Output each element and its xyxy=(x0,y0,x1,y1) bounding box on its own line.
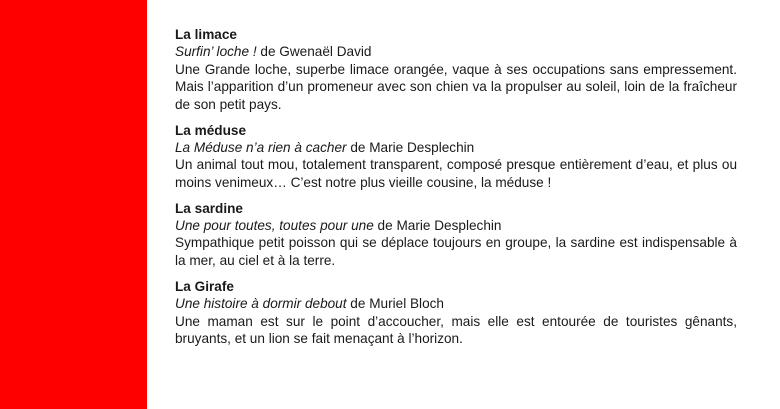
entry-title: La sardine xyxy=(175,200,243,216)
book-title: Surfin’ loche ! xyxy=(175,44,257,60)
book-author: de Marie Desplechin xyxy=(346,139,475,155)
entry-byline xyxy=(175,139,737,156)
book-entry xyxy=(175,122,737,192)
entry-description: Une Grande loche, superbe limace orangée, vaque à ses occupations sans empressement. Mais l’apparition d’un promeneur avec son chien va la propulser au soleil, loin de la fraîcheur de son petit pays. xyxy=(175,61,737,112)
entry-byline xyxy=(175,295,737,312)
entry-byline xyxy=(175,43,737,60)
book-entry xyxy=(175,200,737,270)
red-side-band xyxy=(0,0,147,409)
book-title: La Méduse n’a rien à cacher xyxy=(175,139,347,155)
entry-description: Sympathique petit poisson qui se déplace toujours en groupe, la sardine est indispensable à la mer, au ciel et à la terre. xyxy=(175,235,737,268)
entry-title: La limace xyxy=(175,27,237,42)
book-title: Une histoire à dormir debout xyxy=(175,296,347,312)
entry-title: La Girafe xyxy=(175,278,234,294)
book-author: de Marie Desplechin xyxy=(373,218,502,234)
book-title: Une pour toutes, toutes pour une xyxy=(175,218,374,234)
entry-description: Une maman est sur le point d’accoucher, mais elle est entourée de touristes gênants, bruyants, et un lion se fait menaçant à l’horizon. xyxy=(175,313,737,346)
entry-title: La méduse xyxy=(175,122,247,138)
entry-description: Un animal tout mou, totalement transparent, composé presque entièrement d’eau, et plus ou moins venimeux… C’est notre plus vieille cousine, la méduse ! xyxy=(175,157,737,190)
book-author: de Gwenaël David xyxy=(256,44,372,60)
book-author: de Muriel Bloch xyxy=(346,296,444,312)
book-entry xyxy=(175,26,737,113)
book-entry xyxy=(175,278,737,348)
entry-byline xyxy=(175,217,737,234)
book-list xyxy=(175,26,737,356)
